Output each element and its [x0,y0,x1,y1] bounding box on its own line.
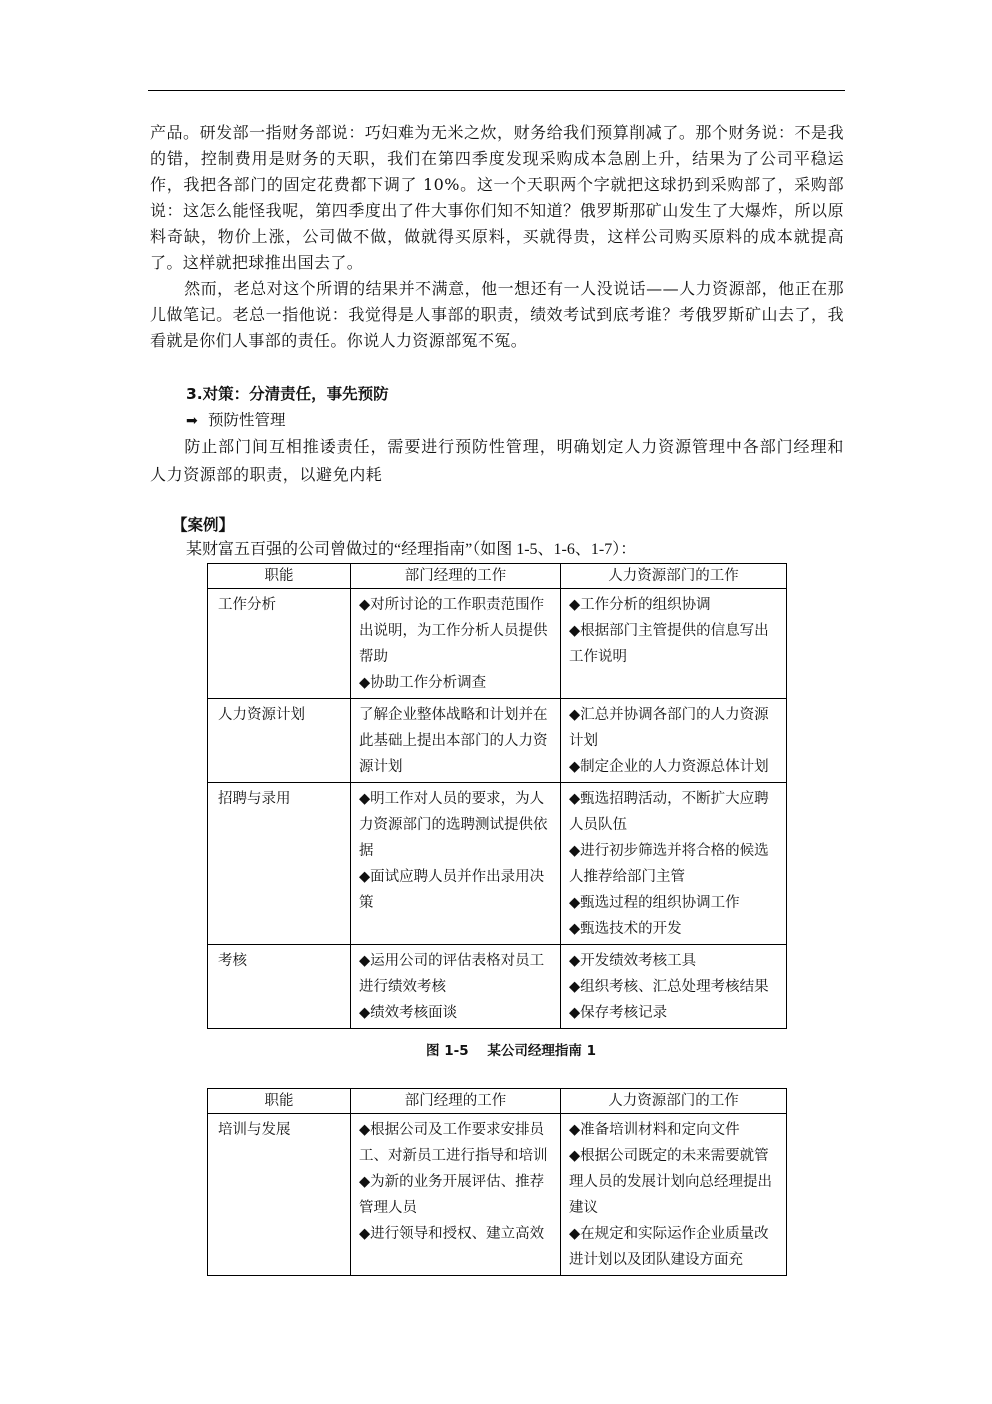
function-cell: 培训与发展 [208,1114,351,1276]
header-function: 职能 [208,1089,351,1114]
cell-item: ◆在规定和实际运作企业质量改进计划以及团队建设方面充 [569,1226,769,1268]
body-paragraph [150,434,844,490]
cell-item: ◆工作分析的组织协调 [569,597,711,613]
cell-item: ◆为新的业务开展评估、推荐管理人员 [359,1174,545,1216]
manager-cell [351,945,561,1029]
cell-item: ◆绩效考核面谈 [359,1005,458,1021]
cell-item: ◆甄选过程的组织协调工作 [569,895,740,911]
cell-item: ◆协助工作分析调查 [359,675,487,691]
table-row [208,1114,787,1276]
cell-item: ◆甄选技术的开发 [569,921,682,937]
section-heading: 3.对策：分清责任，事先预防 [186,385,389,403]
cell-item: ◆组织考核、汇总处理考核结果 [569,979,769,995]
cell-item: ◆根据公司及工作要求安排员工、对新员工进行指导和培训 [359,1122,548,1164]
table-row [208,783,787,945]
hr-cell [561,1114,787,1276]
table-header-row [208,1089,787,1114]
header-manager: 部门经理的工作 [351,1089,561,1114]
cell-item: ◆准备培训材料和定向文件 [569,1122,740,1138]
table-row [208,589,787,699]
cell-item: 了解企业整体战略和计划并在此基础上提出本部门的人力资源计划 [359,707,548,775]
header-hr: 人力资源部门的工作 [561,564,787,589]
manager-guide-table-1 [207,563,787,1029]
function-cell: 招聘与录用 [208,783,351,945]
table-header-row [208,564,787,589]
cell-item: ◆根据公司既定的未来需要就管理人员的发展计划向总经理提出建议 [569,1148,772,1216]
cell-item: ◆面试应聘人员并作出录用决策 [359,869,545,911]
cell-item: ◆制定企业的人力资源总体计划 [569,759,769,775]
body-paragraph: 产品。研发部一指财务部说：巧妇难为无米之炊，财务给我们预算削减了。那个财务说：不是我的错，控制费用是财务的天职，我们在第四季度发现采购成本急剧上升，结果为了公司平稳运作，我把各部门的固定花费都下调了 10%。这一个天职两个字就把这球扔到采购部了，采购部说：这怎么能怪我呢，第四季度出了件大事你们知不知道？俄罗斯那矿山发生了大爆炸，所以原料奇缺，物价上涨，公司做不做，做就得买原料，买就得贵，这样公司购买原料的成本就提高了。这样就把球推出国去了。 [150,123,844,272]
cell-item: ◆根据部门主管提供的信息写出工作说明 [569,623,769,665]
case-label: 【案例】 [172,516,235,534]
cell-item: ◆甄选招聘活动，不断扩大应聘人员队伍 [569,791,769,833]
body-paragraph [150,276,844,354]
paragraph-text: 然而，老总对这个所谓的结果并不满意，他一想还有一人没说话——人力资源部，他正在那儿做笔记。老总一指他说：我觉得是人事部的职责，绩效考试到底考谁？考俄罗斯矿山去了，我看就是你们人事部的责任。你说人力资源部冤不冤。 [150,279,844,350]
cell-item: ◆进行领导和授权、建立高效 [359,1226,545,1242]
figure-caption: 图 1-5 某公司经理指南 1 [426,1043,596,1059]
manager-cell [351,699,561,783]
right-arrow-icon: ➡ [186,413,198,429]
table-row [208,699,787,783]
paragraph-text: 防止部门间互相推诿责任，需要进行预防性管理，明确划定人力资源管理中各部门经理和人力资源部的职责，以避免内耗 [150,439,844,484]
hr-cell [561,783,787,945]
cell-item: ◆开发绩效考核工具 [569,953,697,969]
header-manager: 部门经理的工作 [351,564,561,589]
subheading [186,408,286,433]
function-cell: 考核 [208,945,351,1029]
case-intro: 某财富五百强的公司曾做过的“经理指南”（如图 1-5、1-6、1-7）： [186,541,637,558]
table-row [208,945,787,1029]
header-hr: 人力资源部门的工作 [561,1089,787,1114]
header-function: 职能 [208,564,351,589]
manager-cell [351,783,561,945]
function-cell: 人力资源计划 [208,699,351,783]
manager-cell [351,589,561,699]
hr-cell [561,945,787,1029]
subheading-text: 预防性管理 [208,411,286,429]
hr-cell [561,589,787,699]
hr-cell [561,699,787,783]
cell-item: ◆对所讨论的工作职责范围作出说明，为工作分析人员提供帮助 [359,597,548,665]
header-rule [148,90,845,91]
cell-item: ◆明工作对人员的要求，为人力资源部门的选聘测试提供依据 [359,791,548,859]
cell-item: ◆汇总并协调各部门的人力资源计划 [569,707,769,749]
cell-item: ◆保存考核记录 [569,1005,668,1021]
manager-guide-table-2 [207,1088,787,1276]
function-cell: 工作分析 [208,589,351,699]
cell-item: ◆进行初步筛选并将合格的候选人推荐给部门主管 [569,843,769,885]
cell-item: ◆运用公司的评估表格对员工进行绩效考核 [359,953,545,995]
manager-cell [351,1114,561,1276]
